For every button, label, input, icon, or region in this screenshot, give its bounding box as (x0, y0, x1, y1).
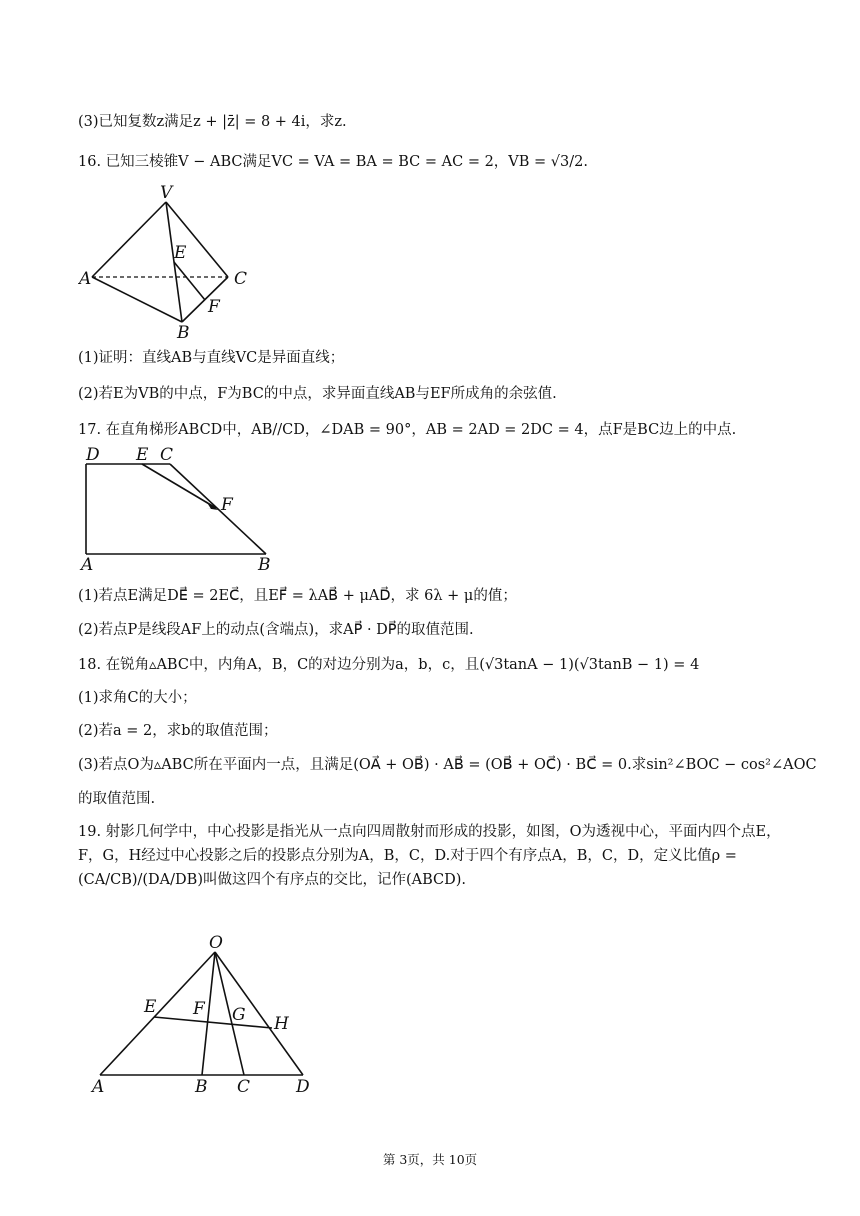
label-B: B (177, 323, 190, 342)
q18-part3-cont: 的取值范围. (78, 791, 156, 807)
label-B: B (195, 1077, 208, 1097)
label-C: C (234, 269, 248, 289)
q17-part1: (1)若点E满足DE⃗ = 2EC⃗，且EF⃗ = λAB⃗ + μAD⃗，求 6λ + μ的值； (78, 588, 517, 604)
label-A: A (92, 1077, 105, 1097)
figure-19-projection (78, 930, 328, 1104)
label-B: B (258, 555, 271, 574)
label-E: E (174, 243, 187, 263)
label-E: E (136, 445, 149, 465)
label-D: D (296, 1077, 310, 1097)
label-E: E (144, 997, 157, 1017)
label-C: C (237, 1077, 251, 1097)
q17-stem: 17. 在直角梯形ABCD中，AB//CD，∠DAB = 90°，AB = 2AD = 2DC = 4，点F是BC边上的中点. (78, 422, 737, 438)
label-H: H (274, 1014, 289, 1034)
q18-part1: (1)求角C的大小； (78, 690, 197, 706)
label-V: V (160, 183, 173, 203)
q18-part3: (3)若点O为▵ABC所在平面内一点，且满足(OA⃗ + OB⃗) · AB⃗ = (OB⃗ + OC⃗) · BC⃗ = 0.求sin²∠BOC − cos²∠AOC (78, 757, 817, 773)
q18-stem: 18. 在锐角▵ABC中，内角A，B，C的对边分别为a，b，c，且(√3tanA − 1)(√3tanB − 1) = 4 (78, 657, 700, 673)
label-A: A (81, 555, 94, 574)
label-D: D (86, 445, 100, 465)
q19-stem: 19. 射影几何学中，中心投影是指光从一点向四周散射而形成的投影，如图，O为透视中心，平面内四个点E，F，G，H经过中心投影之后的投影点分别为A，B，C，D.对于四个有序点A，B，C，D，定义比值ρ = (CA/CB)/(DA/DB)叫做这四个有序点的交比，记作(ABCD). (78, 824, 781, 888)
label-F: F (221, 495, 233, 515)
q17-part2: (2)若点P是线段AF上的动点(含端点)，求AP⃗ · DP⃗的取值范围. (78, 622, 474, 638)
label-O: O (209, 933, 223, 953)
label-G: G (232, 1005, 246, 1025)
q16-stem: 16. 已知三棱锥V − ABC满足VC = VA = BA = BC = AC = 2，VB = √3/2. (78, 154, 588, 170)
page-footer: 第 3页，共 10页 (382, 1152, 478, 1167)
q16-part1: (1)证明：直线AB与直线VC是异面直线； (78, 350, 345, 366)
figure-16-tetrahedron (78, 182, 278, 346)
label-F: F (193, 999, 205, 1019)
label-F: F (208, 297, 220, 317)
q16-part2: (2)若E为VB的中点，F为BC的中点，求异面直线AB与EF所成角的余弦值. (78, 386, 557, 402)
label-A: A (79, 269, 92, 289)
label-C: C (160, 445, 174, 465)
q15-part3: (3)已知复数z满足z + |z̄| = 8 + 4i，求z. (78, 114, 347, 130)
q18-part2: (2)若a = 2，求b的取值范围； (78, 723, 278, 739)
figure-17-trapezoid (78, 444, 288, 578)
